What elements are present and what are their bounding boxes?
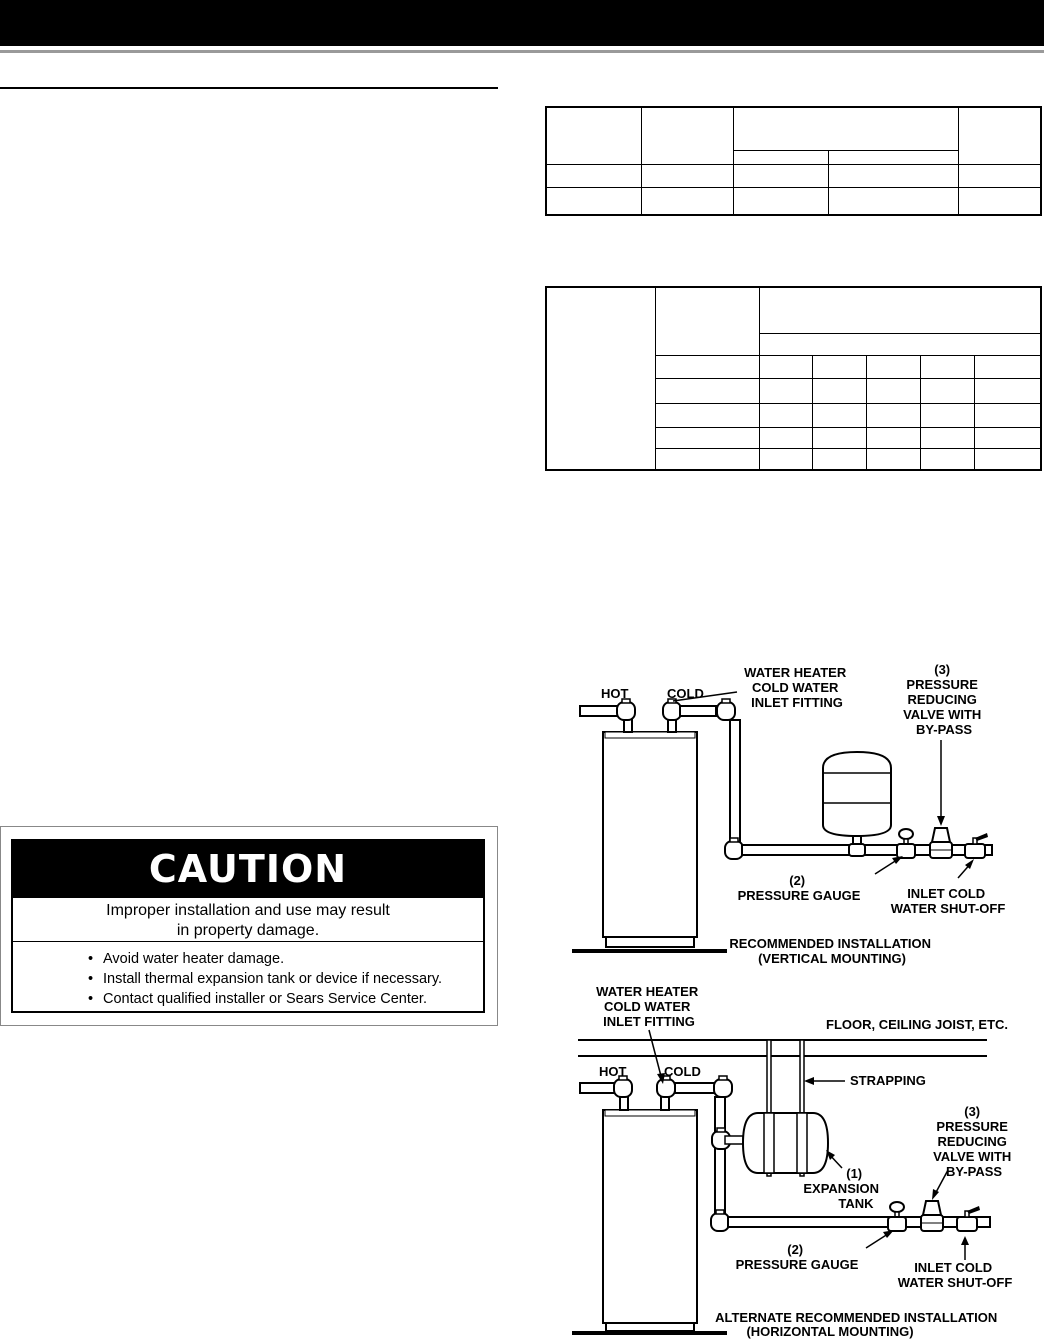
label-reducing-valve: (3) PRESSURE REDUCING VALVE WITH BY-PASS [933,1104,1012,1179]
label-inlet-fitting: WATER HEATER COLD WATER INLET FITTING [744,665,847,710]
horizontal-installation [572,984,1015,1339]
caution-subhead-line: in property damage. [176,922,320,939]
water-heater-vertical [603,732,697,937]
caption-horizontal: ALTERNATE RECOMMENDED INSTALLATION (HORIZONTAL MOUNTING) [715,1310,998,1339]
caution-item: • Install thermal expansion tank or device if necessary. [103,969,483,989]
caution-item: • Contact qualified installer or Sears Service Center. [103,989,483,1009]
label-shutoff: INLET COLD WATER SHUT-OFF [897,1260,1013,1290]
label-hot: HOT [601,686,629,701]
label-inlet-fitting: WATER HEATER COLD WATER INLET FITTING [596,984,699,1029]
label-reducing-valve: (3) PRESSURE REDUCING VALVE WITH BY-PASS [903,662,982,737]
expansion-tank-vertical [823,752,891,836]
water-heater-horizontal [603,1110,697,1323]
pressure-reducing-valve [930,828,952,858]
pressure-reducing-valve [921,1201,943,1231]
shutoff-valve [965,833,988,858]
shutoff-valve [957,1206,980,1231]
label-hot: HOT [599,1064,627,1079]
label-expansion-tank: (1) EXPANSION TANK [803,1166,879,1211]
expansion-tank-horizontal [743,1113,828,1173]
label-shutoff: INLET COLD WATER SHUT-OFF [890,886,1006,916]
caption-vertical: RECOMMENDED INSTALLATION (VERTICAL MOUNTING) [729,936,932,966]
pressure-gauge [888,1202,906,1231]
label-cold: COLD [667,686,704,701]
vertical-installation [572,662,1005,966]
label-pressure-gauge: (2) PRESSURE GAUGE [737,873,861,903]
label-pressure-gauge: (2) PRESSURE GAUGE [735,1242,859,1272]
label-floor-joist: FLOOR, CEILING JOIST, ETC. [826,1017,1009,1032]
label-cold: COLD [664,1064,701,1079]
label-strapping: STRAPPING [850,1073,926,1088]
caution-heading: CAUTION [13,841,483,898]
caution-item: • Avoid water heater damage. [103,949,483,969]
caution-subhead-line: Improper installation and use may result [106,902,390,919]
pressure-gauge [897,829,915,858]
